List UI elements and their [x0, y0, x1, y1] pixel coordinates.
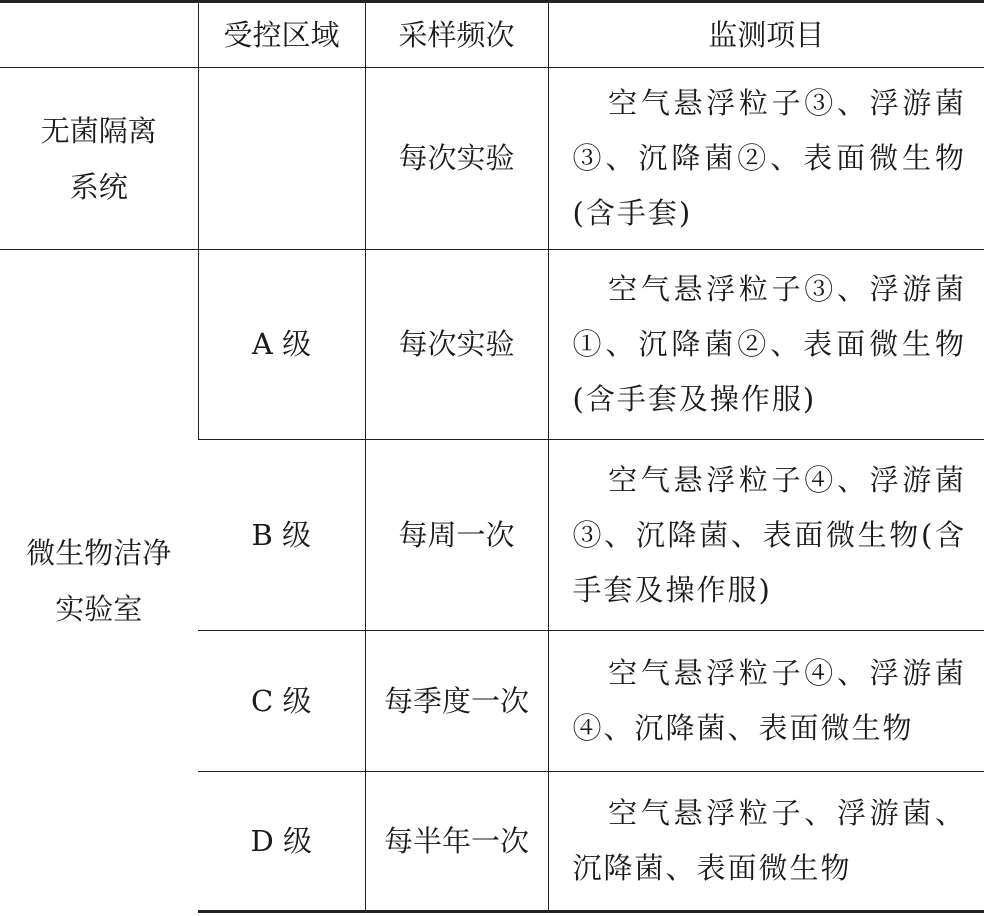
table-row	[0, 250, 984, 440]
header-cell-items: 监测项目	[548, 2, 984, 68]
frequency-cell: 每次实验	[365, 68, 548, 250]
items-cell	[548, 250, 984, 440]
items-text: 空气悬浮粒子④、浮游菌④、沉降菌、表面微生物	[572, 656, 966, 745]
system-cell	[0, 250, 198, 912]
items-text: 空气悬浮粒子、浮游菌、沉降菌、表面微生物	[572, 796, 966, 885]
zone-cell	[198, 68, 365, 250]
items-cell	[548, 440, 984, 631]
system-label-line: 无菌隔离	[40, 113, 157, 148]
frequency-cell: 每次实验	[365, 250, 548, 440]
items-text: 空气悬浮粒子③、浮游菌③、沉降菌②、表面微生物(含手套)	[572, 86, 966, 230]
frequency-cell: 每季度一次	[365, 631, 548, 772]
items-text: 空气悬浮粒子④、浮游菌③、沉降菌、表面微生物(含手套及操作服)	[572, 462, 966, 607]
header-cell-frequency: 采样频次	[365, 2, 548, 68]
frequency-cell: 每半年一次	[365, 772, 548, 912]
header-cell-system	[0, 2, 198, 68]
header-cell-zone: 受控区域	[198, 2, 365, 68]
items-text: 空气悬浮粒子③、浮游菌①、沉降菌②、表面微生物(含手套及操作服)	[572, 272, 966, 416]
header-row	[0, 2, 984, 68]
system-label-line: 微生物洁净	[26, 535, 172, 570]
frequency-cell: 每周一次	[365, 440, 548, 631]
items-cell	[548, 772, 984, 912]
zone-cell: A 级	[198, 250, 365, 440]
system-label-line: 实验室	[55, 591, 143, 626]
system-cell	[0, 68, 198, 250]
zone-cell: C 级	[198, 631, 365, 772]
items-cell	[548, 631, 984, 772]
items-cell	[548, 68, 984, 250]
system-label-line: 系统	[69, 169, 128, 204]
table-row	[0, 68, 984, 250]
zone-cell: D 级	[198, 772, 365, 912]
zone-cell: B 级	[198, 440, 365, 631]
